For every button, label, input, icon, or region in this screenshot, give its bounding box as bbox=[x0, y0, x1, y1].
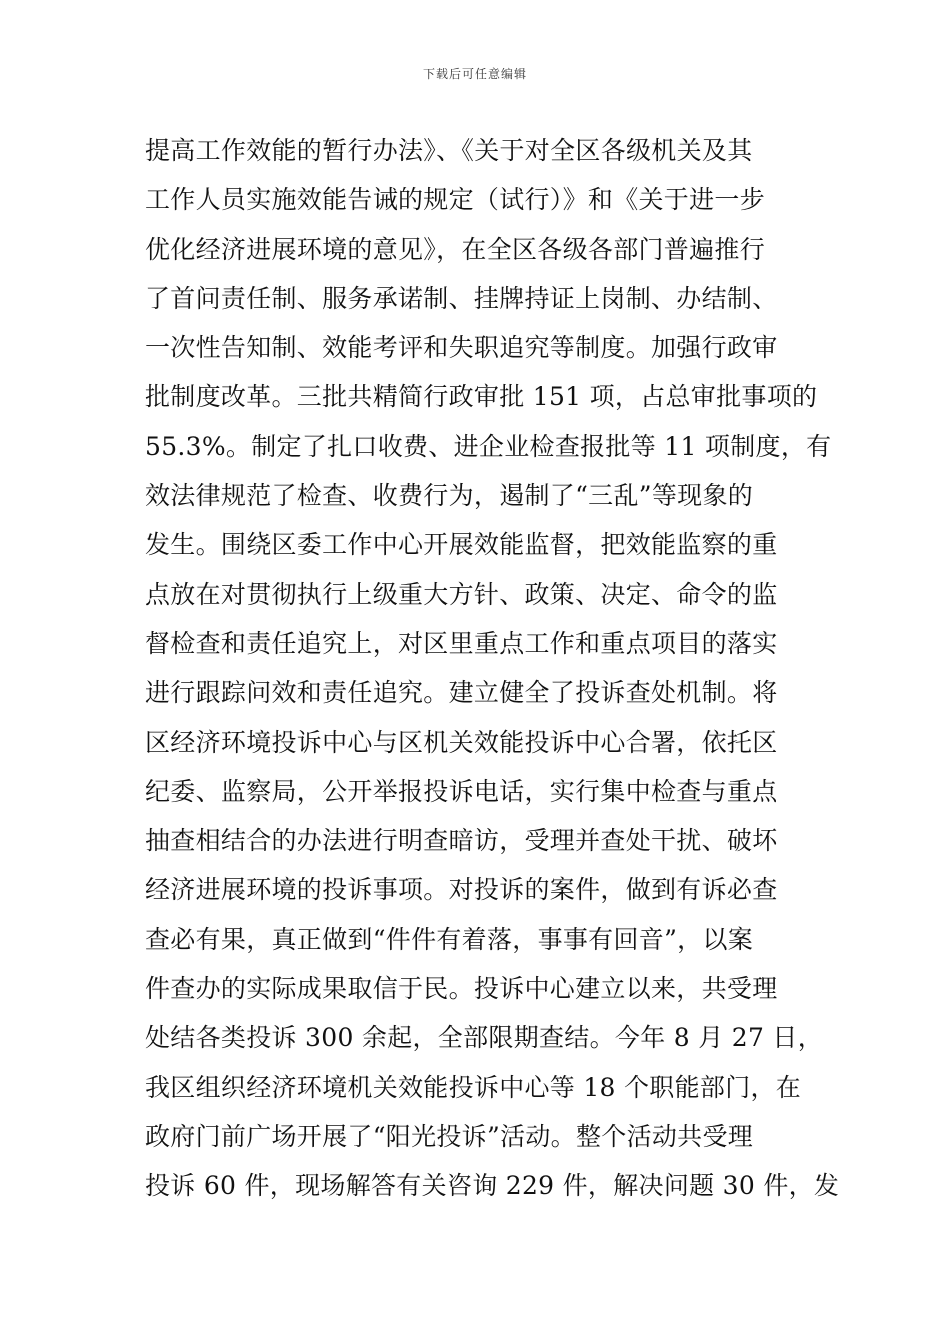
paragraph-line: 查必有果，真正做到“件件有着落，事事有回音”，以案 bbox=[145, 924, 754, 954]
paragraph-line: 工作人员实施效能告诫的规定（试行）》和《关于进一步 bbox=[145, 185, 766, 215]
paragraph-line: 经济进展环境的投诉事项。对投诉的案件，做到有诉必查 bbox=[145, 875, 778, 905]
paragraph-line: 我区组织经济环境机关效能投诉中心等 18 个职能部门，在 bbox=[145, 1072, 802, 1102]
paragraph-line: 政府门前广场开展了“阳光投诉”活动。整个活动共受理 bbox=[145, 1121, 754, 1151]
paragraph-line: 区经济环境投诉中心与区机关效能投诉中心合署，依托区 bbox=[145, 727, 778, 757]
paragraph-line: 了首问责任制、服务承诺制、挂牌持证上岗制、办结制、 bbox=[145, 283, 778, 313]
paragraph-line: 纪委、监察局，公开举报投诉电话，实行集中检查与重点 bbox=[145, 776, 778, 806]
document-body bbox=[145, 126, 840, 1211]
paragraph-line: 抽查相结合的办法进行明查暗访，受理并查处干扰、破坏 bbox=[145, 826, 778, 856]
paragraph-line: 进行跟踪问效和责任追究。建立健全了投诉查处机制。将 bbox=[145, 678, 778, 708]
paragraph-line: 批制度改革。三批共精简行政审批 151 项，占总审批事项的 bbox=[145, 382, 818, 412]
paragraph-line: 优化经济进展环境的意见》，在全区各级各部门普遍推行 bbox=[145, 234, 766, 264]
paragraph-line: 提高工作效能的暂行办法》、《关于对全区各级机关及其 bbox=[145, 136, 753, 165]
paragraph-line: 督检查和责任追究上，对区里重点工作和重点项目的落实 bbox=[145, 628, 778, 658]
paragraph-line: 发生。围绕区委工作中心开展效能监督，把效能监察的重 bbox=[145, 530, 778, 560]
paragraph-line: 一次性告知制、效能考评和失职追究等制度。加强行政审 bbox=[145, 333, 778, 363]
paragraph-line: 效法律规范了检查、收费行为，遏制了“三乱”等现象的 bbox=[145, 481, 754, 511]
paragraph-line: 处结各类投诉 300 余起，全部限期查结。今年 8 月 27 日， bbox=[145, 1023, 824, 1053]
paragraph-line: 55.3%。制定了扎口收费、进企业检查报批等 11 项制度，有 bbox=[145, 431, 832, 461]
paragraph-line: 投诉 60 件，现场解答有关咨询 229 件，解决问题 30 件，发 bbox=[145, 1171, 840, 1201]
page-header: 下载后可任意编辑 bbox=[422, 67, 527, 81]
paragraph-line: 点放在对贯彻执行上级重大方针、政策、决定、命令的监 bbox=[145, 579, 778, 609]
paragraph-line: 件查办的实际成果取信于民。投诉中心建立以来，共受理 bbox=[145, 974, 778, 1004]
